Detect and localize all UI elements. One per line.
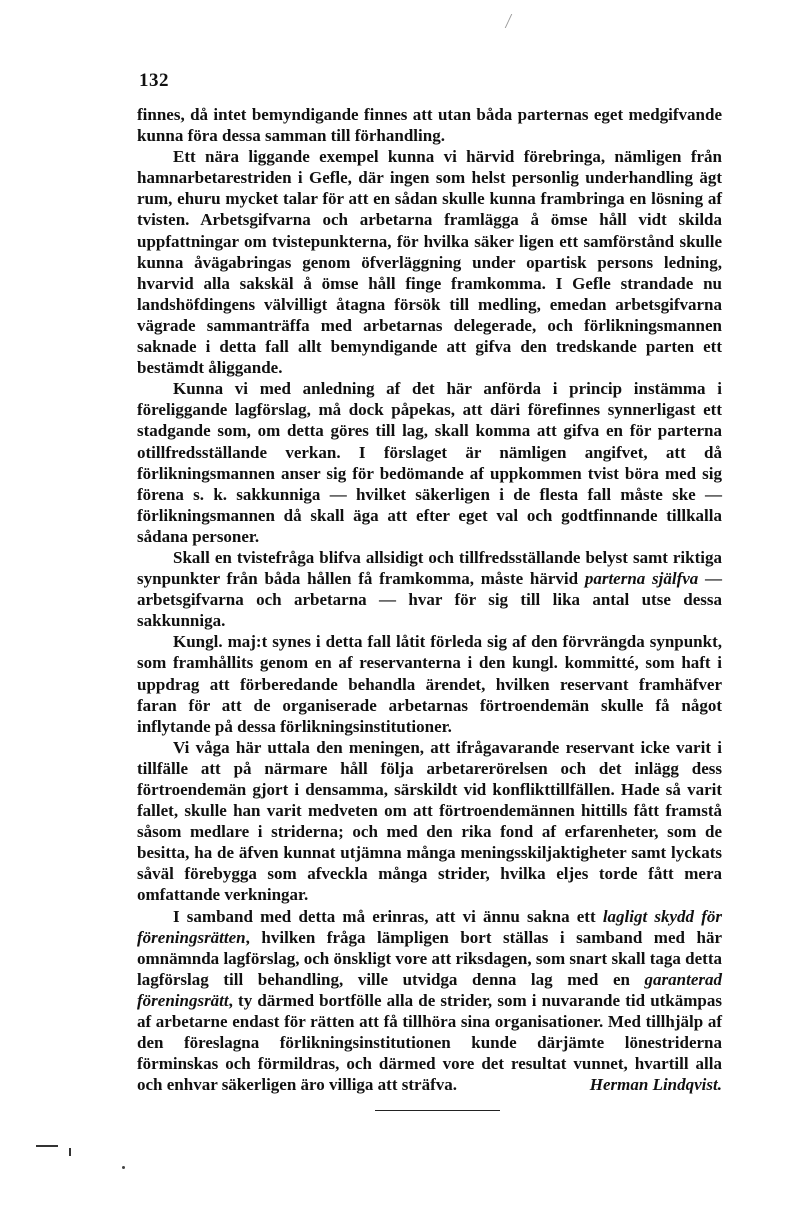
paragraph-fortroendeman: Vi våga här uttala den meningen, att ifrågavarande reservant icke varit i tillfälle att på närmare håll följa arbetarerörelsen och det inlägg dess förtroendemän gjort i densamma, särskildt vid konflikttillfällen. Hade så varit fallet, skulle han varit medveten om att förtroendemännen hittills fått framstå såsom medlare i striderna; och med den rika fond af erfarenheter, som de besitta, ha de äfven kunnat utjämna många meningsskiljaktigheter samt lyckats såväl förebygga som afveckla många strider, hvilka eljes torde fått mera omfattande verkningar.	[137, 737, 722, 905]
paragraph-parterna-end: — arbetsgifvarna och arbetarna — hvar för sig till lika antal utse dessa sakkunniga.	[137, 569, 723, 631]
article-body	[137, 104, 722, 1095]
margin-dash-mark	[36, 1145, 58, 1147]
emphasis-parterna-sjalfva: parterna själfva	[584, 569, 699, 589]
paragraph-foreningsratt-end: , ty därmed bortfölle alla de strider, som i nuvarande tid utkämpas af arbetarne endast för rätten att få tillhöra sina organisationer. Med tillhjälp af den föreslagna förlikningsinstitutionen kunde därjämte lönestriderna förminskas och förmildras, och därmed vore det resultat vunnet, hvartill alla och enhvar säkerligen äro villiga att sträfva.	[137, 990, 722, 1095]
paragraph-kungl-majt: Kungl. maj:t synes i detta fall låtit förleda sig af den förvrängda synpunkt, som framhållits genom en af reservanterna i den kungl. kommitté, som haft i uppdrag att förberedande behandla ärendet, hvilken reservant framhäfver faran för att de organiserade arbetarnas förtroendemän skulle få något inflytande på dessa förlikningsinstitutioner.	[137, 632, 722, 736]
emphasis-garanterad-foreningsratt: garanterad föreningsrätt	[137, 969, 723, 1010]
margin-pen-mark	[505, 14, 519, 28]
paragraph-gefle-example: Ett nära liggande exempel kunna vi härvid förebringa, nämligen från hamnarbetarestriden i Gefle, där ingen som helst personlig underhandling ägt rum, ehuru mycket talar för att en sådan skulle kunna frambringa en lösning af tvisten. Arbetsgifvarna och arbetarna framlägga å ömse håll vidt skilda uppfattningar om tvistepunkterna, för hvilka säker ligen ett samförstånd skulle kunna åvägabringas genom öfverläggning under opartisk persons ledning, hvarvid alla sakskäl å ömse håll finge framkomma. I Gefle strandade nu landshöfdingens välvilligt åtagna försök till medling, emedan arbetsgifvarna vägrade sammanträffa med arbetarnas delegerade, och förlikningsmannen saknade i detta fall allt bemyndigande att gifva den tredskande parten ett bestämdt åliggande.	[137, 147, 722, 378]
paragraph-parterna-start: Skall en tvistefråga blifva allsidigt och tillfredsställande belyst samt riktiga synpunkter från båda hållen få framkomma, måste härvid	[137, 547, 722, 589]
paragraph-foreningsratt-start: I samband med detta må erinras, att vi ännu sakna ett	[173, 906, 596, 926]
emphasis-lagligt-skydd: lagligt skydd för föreningsrätten	[137, 906, 723, 947]
paragraph-foreningsratt-middle: , hvilken fråga lämpligen bort ställas i samband med här omnämnda lagförslag, och önskligt vore att riksdagen, som snart skall taga detta lagförslag till behandling, ville utvidga denna lag med en	[137, 927, 722, 989]
paragraph-parterna	[137, 547, 722, 631]
author-signature: Herman Lindqvist.	[589, 1075, 722, 1095]
paragraph-continuation: finnes, då intet bemyndigande finnes att utan båda parternas eget medgifvande kunna föra dessa samman till förhandling.	[137, 105, 722, 146]
paragraph-sakkunniga: Kunna vi med anledning af det här anförda i princip instämma i föreliggande lagförslag, må dock påpekas, att däri förefinnes synnerligast ett stadgande som, om detta göres till lag, skall komma att gifva en för parterna otillfredsställande verkan. I förslaget är nämligen angifvet, att då förlikningsmannen anser sig för bedömande af uppkommen tvist böra med sig förena s. k. sakkunniga — hvilket säkerligen i de flesta fall måste ske — förlikningsmannen då skall äga att efter eget val och godtfinnande tillkalla sådana personer.	[137, 379, 722, 546]
margin-dot-mark	[122, 1166, 125, 1169]
paragraph-foreningsratt	[137, 906, 722, 1096]
page-number: 132	[139, 70, 169, 91]
closing-rule	[375, 1110, 500, 1111]
margin-tick-mark	[69, 1148, 71, 1156]
